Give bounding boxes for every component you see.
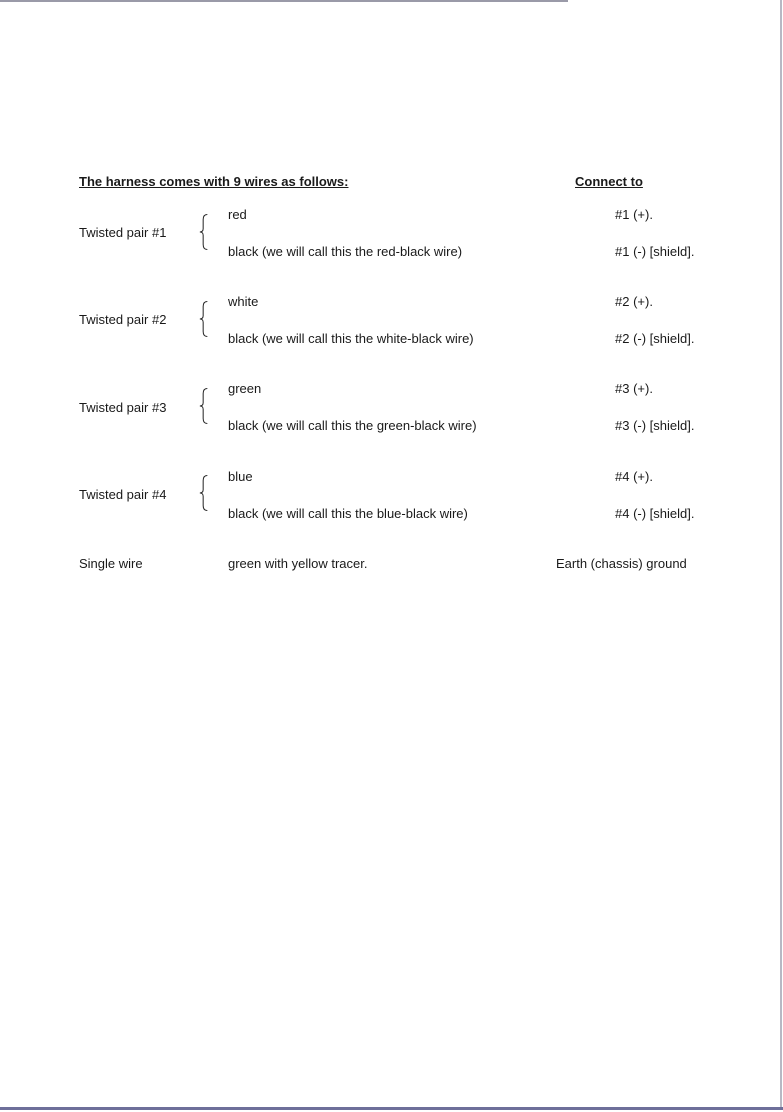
connection-return: #4 (-) [shield]. — [615, 506, 695, 521]
single-wire-description: green with yellow tracer. — [228, 556, 368, 571]
connection-primary: #1 (+). — [615, 207, 653, 222]
wires-heading: The harness comes with 9 wires as follows: — [79, 174, 349, 189]
wire-primary: red — [228, 207, 247, 222]
curly-brace-icon — [199, 296, 209, 342]
connect-to-heading: Connect to — [575, 174, 643, 189]
pair-label: Twisted pair #1 — [79, 225, 167, 240]
wire-return: black (we will call this the green-black wire) — [228, 418, 477, 433]
wire-return: black (we will call this the blue-black wire) — [228, 506, 468, 521]
bottom-divider — [0, 1107, 783, 1110]
pair-label: Twisted pair #2 — [79, 312, 167, 327]
pair-label: Twisted pair #3 — [79, 400, 167, 415]
connection-return: #2 (-) [shield]. — [615, 331, 695, 346]
single-wire-connection: Earth (chassis) ground — [556, 556, 687, 571]
connection-return: #3 (-) [shield]. — [615, 418, 695, 433]
connection-primary: #4 (+). — [615, 469, 653, 484]
wire-return: black (we will call this the red-black wire) — [228, 244, 463, 259]
pair-label: Twisted pair #4 — [79, 487, 167, 502]
wire-primary: blue — [228, 469, 253, 484]
wire-primary: green — [228, 381, 262, 396]
wire-primary: white — [228, 294, 259, 309]
curly-brace-icon — [199, 470, 209, 516]
connection-return: #1 (-) [shield]. — [615, 244, 695, 259]
connection-primary: #2 (+). — [615, 294, 653, 309]
connection-primary: #3 (+). — [615, 381, 653, 396]
wire-return: black (we will call this the white-black wire) — [228, 331, 474, 346]
curly-brace-icon — [199, 209, 209, 255]
single-wire-label: Single wire — [79, 556, 143, 571]
curly-brace-icon — [199, 383, 209, 429]
